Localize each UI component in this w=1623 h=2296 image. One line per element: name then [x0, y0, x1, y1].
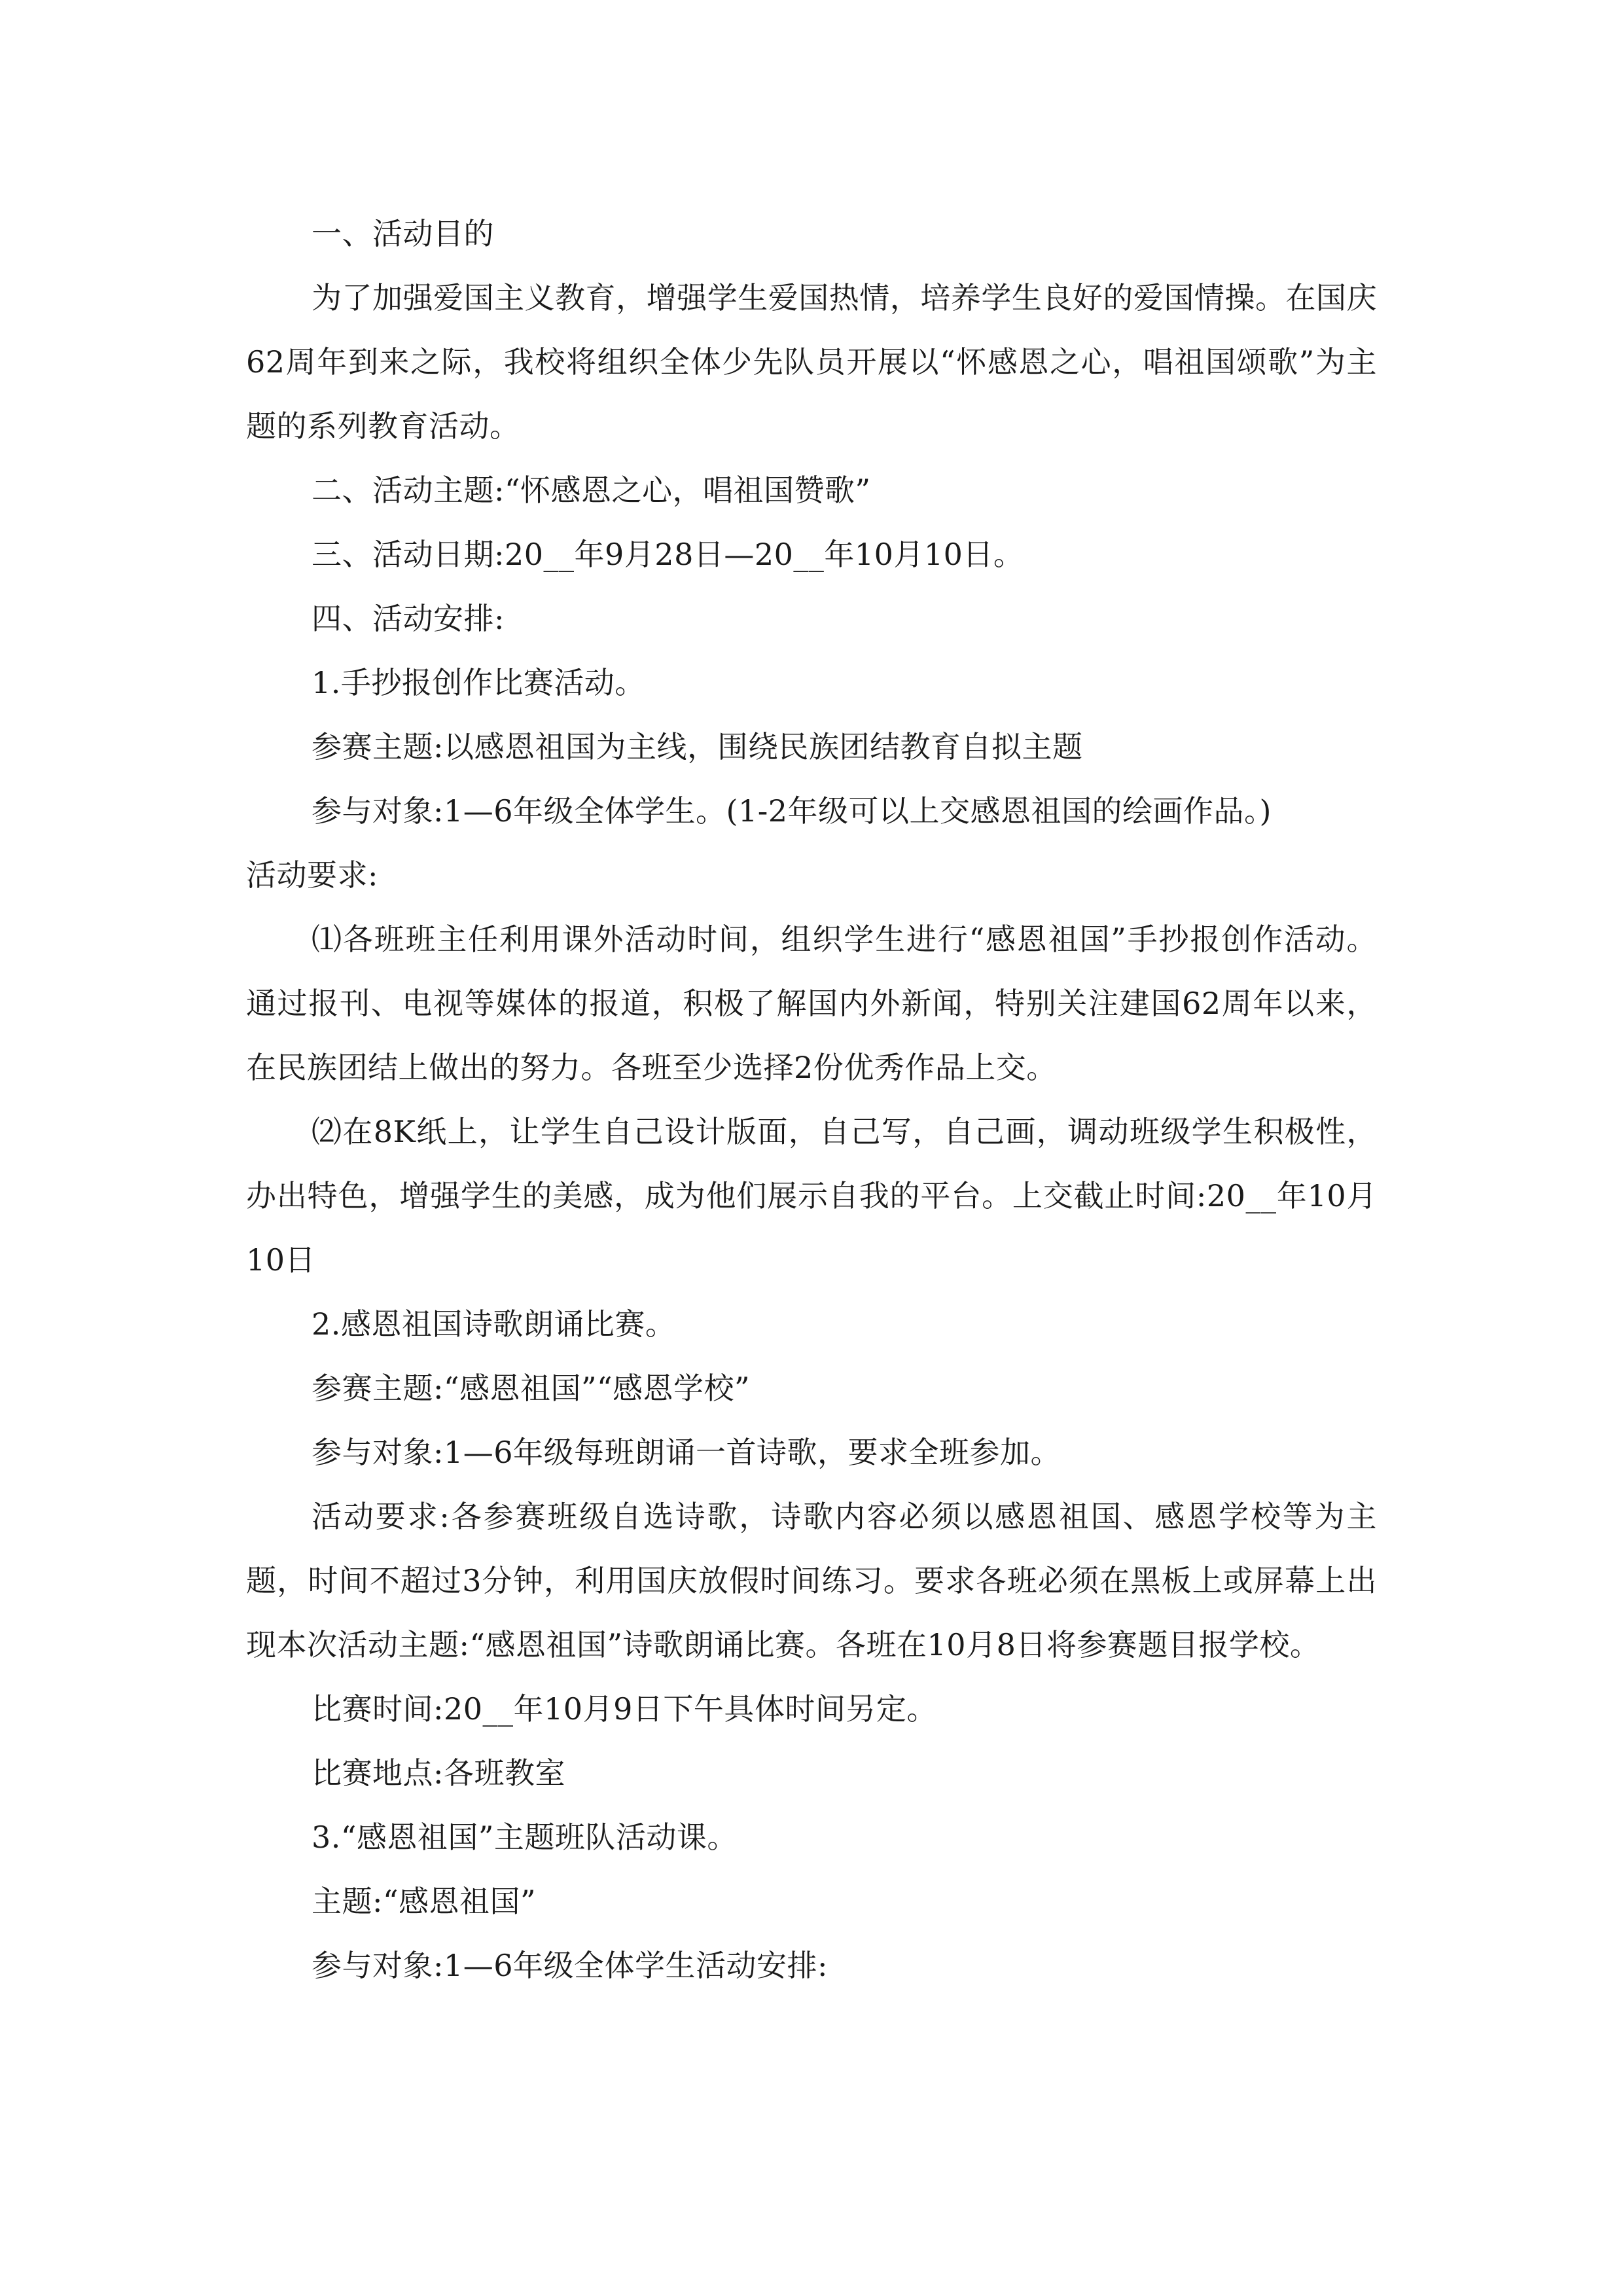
paragraph-requirements-2: 活动要求:各参赛班级自选诗歌，诗歌内容必须以感恩祖国、感恩学校等为主题，时间不超过3分钟，利用国庆放假时间练习。要求各班必须在黑板上或屏幕上出现本次活动主题:“感恩祖国”诗歌朗诵比赛。各班在10月8日将参赛题目报学校。	[246, 1499, 1377, 1662]
item-heading-class-activity: 3.“感恩祖国”主题班队活动课。	[312, 1820, 738, 1855]
paragraph-requirements-label: 活动要求:	[246, 857, 378, 893]
section-heading-arrangement: 四、活动安排:	[312, 601, 505, 636]
section-heading-theme: 二、活动主题:“怀感恩之心，唱祖国赞歌”	[312, 473, 871, 508]
item-heading-poetry-recital: 2.感恩祖国诗歌朗诵比赛。	[312, 1306, 676, 1342]
paragraph-participants-2: 参与对象:1—6年级每班朗诵一首诗歌，要求全班参加。	[312, 1435, 1061, 1470]
paragraph-requirement-2: ⑵在8K纸上，让学生自己设计版面，自己写，自己画，调动班级学生积极性，办出特色，增强学生的美感，成为他们展示自我的平台。上交截止时间:20__年10月10日	[246, 1114, 1377, 1278]
paragraph-participants-1: 参与对象:1—6年级全体学生。(1-2年级可以上交感恩祖国的绘画作品。)	[312, 793, 1272, 829]
document-body	[246, 202, 1377, 1998]
paragraph-topic: 主题:“感恩祖国”	[312, 1884, 537, 1919]
paragraph-contest-theme-2: 参赛主题:“感恩祖国”“感恩学校”	[312, 1371, 751, 1406]
section-heading-dates: 三、活动日期:20__年9月28日—20__年10月10日。	[312, 537, 1024, 572]
paragraph-purpose: 为了加强爱国主义教育，增强学生爱国热情，培养学生良好的爱国情操。在国庆62周年到来之际，我校将组织全体少先队员开展以“怀感恩之心，唱祖国颂歌”为主题的系列教育活动。	[246, 280, 1377, 444]
paragraph-participants-3: 参与对象:1—6年级全体学生活动安排:	[312, 1948, 829, 1983]
paragraph-contest-time: 比赛时间:20__年10月9日下午具体时间另定。	[312, 1691, 937, 1727]
paragraph-requirement-1: ⑴各班班主任利用课外活动时间，组织学生进行“感恩祖国”手抄报创作活动。通过报刊、电视等媒体的报道，积极了解国内外新闻，特别关注建国62周年以来，在民族团结上做出的努力。各班至少选择2份优秀作品上交。	[246, 922, 1377, 1085]
item-heading-handwritten-paper: 1.手抄报创作比赛活动。	[312, 665, 645, 700]
section-heading-purpose: 一、活动目的	[312, 216, 494, 251]
paragraph-contest-location: 比赛地点:各班教室	[312, 1755, 565, 1791]
paragraph-contest-theme-1: 参赛主题:以感恩祖国为主线，围绕民族团结教育自拟主题	[312, 729, 1083, 764]
